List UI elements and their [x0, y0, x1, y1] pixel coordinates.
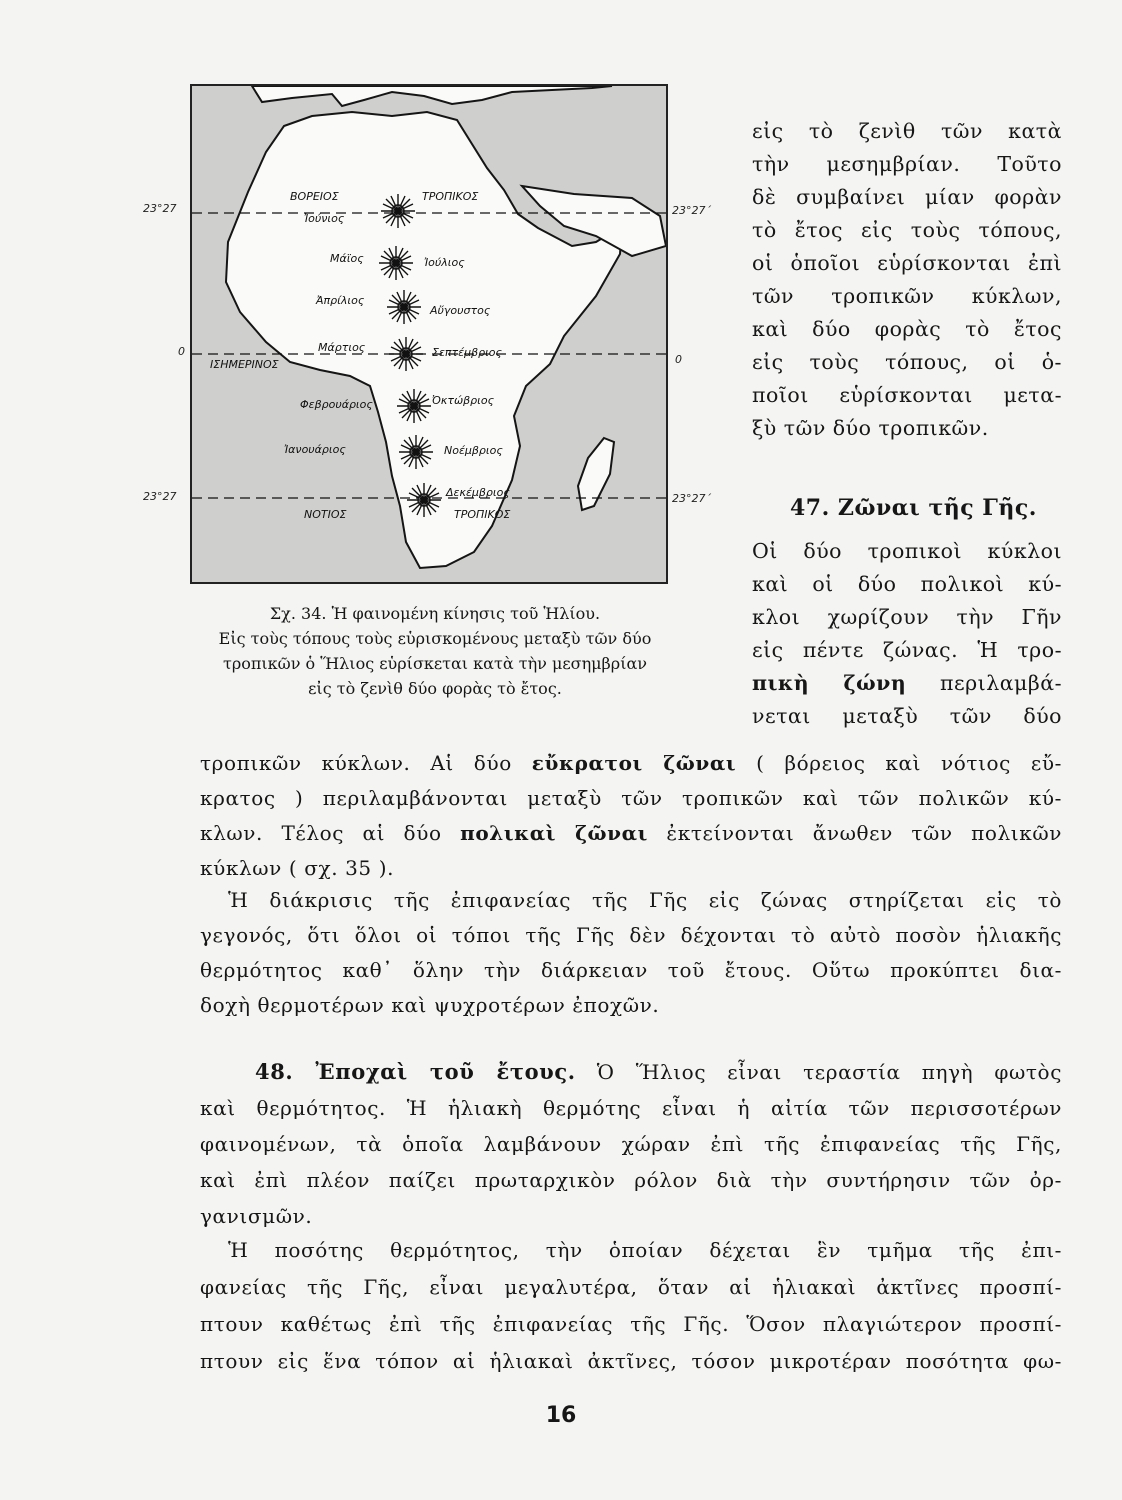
text-fragment: ἐκτείνονται ἄνωθεν τῶν πολικῶν [647, 821, 1062, 845]
section-47-paragraph-2 [200, 883, 1062, 1023]
tropic-label-bottom: ΤΡΟΠΙΚΟΣ [454, 508, 511, 521]
text-line: κρατος ) περιλαμβάνονται μεταξὺ τῶν τροπικῶν καὶ τῶν πολικῶν κύ- [200, 786, 1062, 810]
section-47-column [752, 535, 1062, 733]
sun-icon [389, 337, 423, 371]
text-fragment: ( βόρειος καὶ νότιος εὔ- [736, 751, 1063, 775]
text-line: θερμότητος καθ᾽ ὅλην τὴν διάρκειαν τοῦ ἔτους. Οὕτω προκύπτει δια- [200, 958, 1062, 982]
text-line: φαινομένων, τὰ ὁποῖα λαμβάνουν χώραν ἐπὶ τῆς ἐπιφανείας τῆς Γῆς, [200, 1132, 1062, 1156]
text-line: τῶν τροπικῶν κύκλων, [752, 284, 1062, 308]
europe-coastline [252, 86, 612, 106]
text-line: καὶ δύο φορὰς τὸ ἔτος [752, 317, 1062, 341]
text-line [200, 816, 1062, 851]
sun-icon [407, 483, 441, 517]
text-line: εἰς πέντε ζώνας. Ἡ τρο- [752, 638, 1062, 662]
text-line: οἱ ὁποῖοι εὑρίσκονται ἐπὶ [752, 251, 1062, 275]
latitude-label: 23°27´ [672, 204, 711, 217]
month-label: Νοέμβριος [444, 444, 503, 457]
text-line: νεται μεταξὺ τῶν δύο [752, 704, 1062, 728]
latitude-label: 0 [675, 353, 682, 366]
africa-sun-map-figure [190, 84, 668, 584]
north-label: ΒΟΡΕΙΟΣ [290, 190, 339, 203]
section-48-paragraph-2 [200, 1232, 1062, 1380]
month-label: Δεκέμβριος [446, 486, 510, 499]
month-label: Ἰανουάριος [284, 443, 346, 456]
africa-map-drawing [192, 86, 666, 582]
text-line: Οἱ δύο τροπικοὶ κύκλοι [752, 539, 1062, 563]
month-label: Μάϊος [330, 252, 364, 265]
text-fragment: τροπικῶν κύκλων. Αἱ δύο [200, 751, 532, 775]
caption-line: Εἰς τοὺς τόπους τοὺς εὑρισκομένους μεταξὺ τῶν δύο [218, 629, 652, 648]
sun-icon [397, 389, 431, 423]
text-line: Ἡ ποσότης θερμότητος, τὴν ὁποίαν δέχεται ἓν τμῆμα τῆς ἐπι- [228, 1238, 1062, 1262]
tropic-label-top: ΤΡΟΠΙΚΟΣ [422, 190, 479, 203]
caption-line: εἰς τὸ ζενὶθ δύο φορὰς τὸ ἔτος. [308, 679, 562, 698]
text-fragment: κλων. Τέλος αἱ δύο [200, 821, 461, 845]
section-47-full-width [200, 746, 1062, 886]
month-label: Ἰούλιος [424, 256, 465, 269]
section-48-heading: 48. Ἐποχαὶ τοῦ ἔτους. [255, 1059, 576, 1084]
text-line: ποῖοι εὑρίσκονται μετα- [752, 383, 1062, 407]
text-line: κύκλων ( σχ. 35 ). [200, 856, 395, 880]
month-label: Σεπτέμβριος [432, 346, 502, 359]
month-label: Αὔγουστος [430, 304, 491, 317]
text-line: εἰς τοὺς τόπους, οἱ ὁ- [752, 350, 1062, 374]
text-line: Ἡ διάκρισις τῆς ἐπιφανείας τῆς Γῆς εἰς ζώνας στηρίζεται εἰς τὸ [228, 888, 1062, 912]
text-line [200, 746, 1062, 781]
text-line: κλοι χωρίζουν τὴν Γῆν [752, 605, 1062, 629]
right-column-text [752, 115, 1062, 445]
month-label: Μάρτιος [318, 341, 366, 354]
sun-icon [387, 290, 421, 324]
caption-line: τροπικῶν ὁ Ἥλιος εὑρίσκεται κατὰ τὴν μεσημβρίαν [222, 654, 648, 673]
sun-icon [379, 246, 413, 280]
page-number: 16 [545, 1403, 577, 1428]
section-48 [200, 1054, 1062, 1234]
latitude-label: 23°27 [143, 202, 177, 215]
equator-label: ΙΣΗΜΕΡΙΝΟΣ [210, 358, 279, 371]
month-label: Φεβρουάριος [300, 398, 373, 411]
madagascar-island [578, 438, 614, 510]
text-line: τὴν μεσημβρίαν. Τοῦτο [752, 152, 1062, 176]
text-line: καὶ οἱ δύο πολικοὶ κύ- [752, 572, 1062, 596]
text-line: δὲ συμβαίνει μίαν φορὰν [752, 185, 1062, 209]
text-line: τὸ ἔτος εἰς τοὺς τόπους, [752, 218, 1062, 242]
text-line: καὶ θερμότητος. Ἡ ἡλιακὴ θερμότης εἶναι ἡ αἰτία τῶν περισσοτέρων [200, 1096, 1062, 1120]
text-line: πτουν εἰς ἕνα τόπον αἱ ἡλιακαὶ ἀκτῖνες, τόσον μικροτέραν ποσότητα φω- [200, 1349, 1062, 1373]
text-line [752, 667, 1062, 700]
text-line [200, 1054, 1062, 1090]
text-line: γεγονός, ὅτι ὅλοι οἱ τόποι τῆς Γῆς δὲν δέχονται τὸ αὐτὸ ποσὸν ἡλιακῆς [200, 923, 1062, 947]
month-label: Ἰούνιος [304, 212, 345, 225]
text-line: καὶ ἐπὶ πλέον παίζει πρωταρχικὸν ρόλον διὰ τὴν συντήρησιν τῶν ὀρ- [200, 1168, 1062, 1192]
bold-term: πικὴ ζώνη [752, 671, 907, 695]
month-label: Ἀπρίλιος [316, 294, 365, 307]
text-line: εἰς τὸ ζενὶθ τῶν κατὰ [752, 119, 1062, 143]
text-line: γανισμῶν. [200, 1204, 313, 1228]
figure-caption [130, 601, 740, 701]
latitude-label: 0 [178, 345, 185, 358]
sun-icon [399, 435, 433, 469]
text-line: δοχὴ θερμοτέρων καὶ ψυχροτέρων ἐποχῶν. [200, 993, 660, 1017]
bold-term: πολικαὶ ζῶναι [460, 821, 648, 845]
caption-line: Σχ. 34. Ἡ φαινομένη κίνησις τοῦ Ἡλίου. [269, 604, 601, 623]
text-fragment: Ὁ Ἥλιος εἶναι τεραστία πηγὴ φωτὸς [575, 1060, 1062, 1084]
text-fragment: περιλαμβά- [906, 671, 1063, 695]
text-line: φανείας τῆς Γῆς, εἶναι μεγαλυτέρα, ὅταν αἱ ἡλιακαὶ ἀκτῖνες προσπί- [200, 1275, 1062, 1299]
text-line: πτουν καθέτως ἐπὶ τῆς ἐπιφανείας τῆς Γῆς. Ὅσον πλαγιώτερον προσπί- [200, 1312, 1062, 1336]
text-line: ξὺ τῶν δύο τροπικῶν. [752, 416, 989, 440]
latitude-label: 23°27 [143, 490, 177, 503]
latitude-label: 23°27´ [672, 492, 711, 505]
south-label: ΝΟΤΙΟΣ [304, 508, 347, 521]
bold-term: εὔκρατοι ζῶναι [531, 751, 737, 775]
section-47-heading: 47. Ζῶναι τῆς Γῆς. [790, 495, 1037, 521]
sun-icon [381, 194, 415, 228]
month-label: Ὀκτώβριος [432, 394, 495, 407]
